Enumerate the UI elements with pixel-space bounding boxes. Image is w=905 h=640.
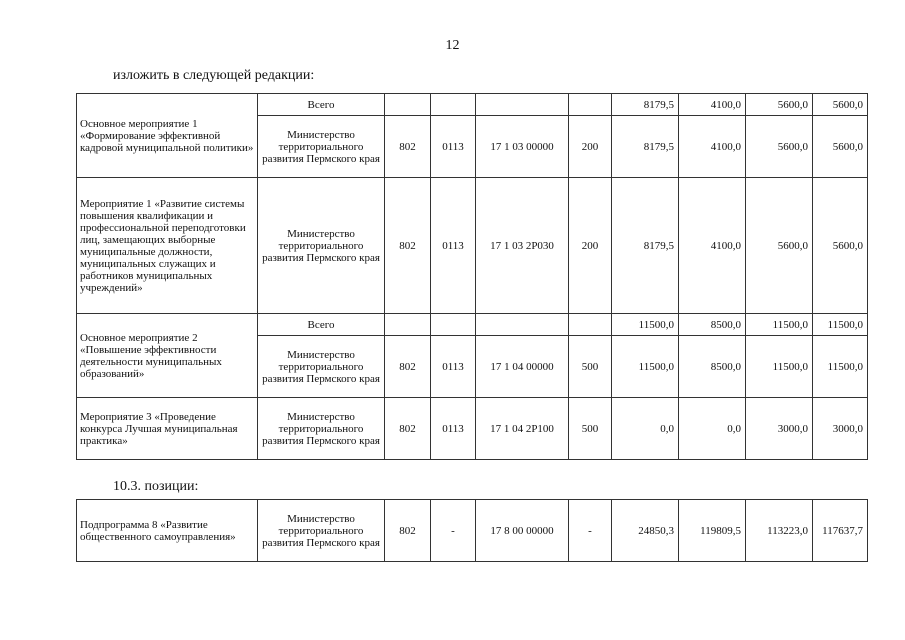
grbs-cell: 802 [385, 336, 431, 398]
expense-type-cell: 200 [569, 178, 612, 314]
year2-cell: 4100,0 [679, 94, 746, 116]
grbs-cell [385, 94, 431, 116]
measure-name-cell: Мероприятие 1 «Развитие системы повышения квалификации и профессиональной переподготовки лиц, замещающих выборные муниципальные должности, муниципальных служащих и работников муниципальных учреждений» [77, 178, 258, 314]
grbs-cell [385, 314, 431, 336]
grbs-cell: 802 [385, 500, 431, 562]
section-cell: 0113 [431, 336, 476, 398]
table-row [77, 500, 868, 562]
year1-cell: 8179,5 [612, 94, 679, 116]
grbs-cell: 802 [385, 116, 431, 178]
budget-table-subprogram [76, 499, 868, 562]
expense-type-cell: 500 [569, 398, 612, 460]
year1-cell: 0,0 [612, 398, 679, 460]
year4-cell: 11500,0 [813, 314, 868, 336]
page-number: 12 [445, 38, 460, 53]
section-cell [431, 314, 476, 336]
section-cell [431, 94, 476, 116]
year4-cell: 3000,0 [813, 398, 868, 460]
target-article-cell [476, 314, 569, 336]
year2-cell: 119809,5 [679, 500, 746, 562]
section-cell: 0113 [431, 178, 476, 314]
budget-table-main [76, 93, 868, 460]
year4-cell: 5600,0 [813, 94, 868, 116]
measure-name-cell: Мероприятие 3 «Проведение конкурса Лучшая муниципальная практика» [77, 398, 258, 460]
year1-cell: 11500,0 [612, 336, 679, 398]
year1-cell: 8179,5 [612, 116, 679, 178]
executor-cell: Всего [258, 94, 385, 116]
executor-cell: Министерство территориального развития Пермского края [258, 178, 385, 314]
target-article-cell: 17 1 03 00000 [476, 116, 569, 178]
year3-cell: 5600,0 [746, 178, 813, 314]
executor-cell: Министерство территориального развития Пермского края [258, 398, 385, 460]
expense-type-cell [569, 94, 612, 116]
year1-cell: 11500,0 [612, 314, 679, 336]
target-article-cell: 17 1 04 00000 [476, 336, 569, 398]
year2-cell: 4100,0 [679, 178, 746, 314]
year3-cell: 3000,0 [746, 398, 813, 460]
year1-cell: 8179,5 [612, 178, 679, 314]
table-row [77, 178, 868, 314]
expense-type-cell: - [569, 500, 612, 562]
year2-cell: 4100,0 [679, 116, 746, 178]
year2-cell: 8500,0 [679, 336, 746, 398]
table-row [77, 94, 868, 116]
section-cell: 0113 [431, 398, 476, 460]
year1-cell: 24850,3 [612, 500, 679, 562]
intro-text: изложить в следующей редакции: [113, 68, 315, 83]
table-row [77, 314, 868, 336]
year3-cell: 11500,0 [746, 314, 813, 336]
year4-cell: 117637,7 [813, 500, 868, 562]
year3-cell: 11500,0 [746, 336, 813, 398]
measure-name-cell: Основное мероприятие 2 «Повышение эффективности деятельности муниципальных образований» [77, 314, 258, 398]
year3-cell: 5600,0 [746, 94, 813, 116]
year4-cell: 11500,0 [813, 336, 868, 398]
grbs-cell: 802 [385, 398, 431, 460]
executor-cell: Министерство территориального развития Пермского края [258, 336, 385, 398]
measure-name-cell: Подпрограмма 8 «Развитие общественного самоуправления» [77, 500, 258, 562]
section-cell: - [431, 500, 476, 562]
target-article-cell [476, 94, 569, 116]
target-article-cell: 17 1 03 2Р030 [476, 178, 569, 314]
measure-name-cell: Основное мероприятие 1 «Формирование эффективной кадровой муниципальной политики» [77, 94, 258, 178]
target-article-cell: 17 1 04 2Р100 [476, 398, 569, 460]
year3-cell: 113223,0 [746, 500, 813, 562]
year2-cell: 8500,0 [679, 314, 746, 336]
executor-cell: Министерство территориального развития Пермского края [258, 116, 385, 178]
year4-cell: 5600,0 [813, 178, 868, 314]
year2-cell: 0,0 [679, 398, 746, 460]
grbs-cell: 802 [385, 178, 431, 314]
year3-cell: 5600,0 [746, 116, 813, 178]
expense-type-cell [569, 314, 612, 336]
table-row [77, 398, 868, 460]
executor-cell: Министерство территориального развития Пермского края [258, 500, 385, 562]
expense-type-cell: 500 [569, 336, 612, 398]
year4-cell: 5600,0 [813, 116, 868, 178]
section-label: 10.3. позиции: [113, 479, 199, 494]
section-cell: 0113 [431, 116, 476, 178]
executor-cell: Всего [258, 314, 385, 336]
target-article-cell: 17 8 00 00000 [476, 500, 569, 562]
expense-type-cell: 200 [569, 116, 612, 178]
